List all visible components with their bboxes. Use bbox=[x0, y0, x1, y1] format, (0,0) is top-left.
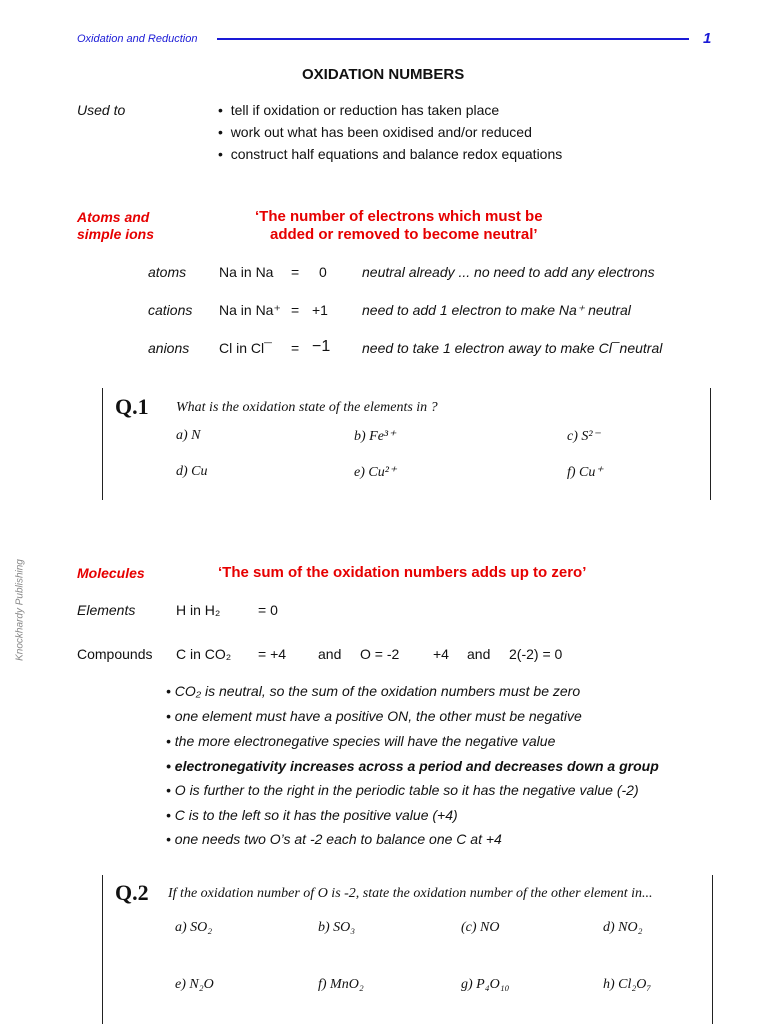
q2-left-border bbox=[102, 875, 103, 1024]
compounds-sum-carbon: +4 bbox=[433, 646, 449, 662]
used-to-item: • work out what has been oxidised and/or reduced bbox=[218, 124, 532, 140]
molecules-label: Molecules bbox=[77, 565, 145, 581]
molecules-rule: ‘The sum of the oxidation numbers adds up to zero’ bbox=[218, 564, 587, 581]
molecules-bullet: • one needs two O’s at -2 each to balance one C at +4 bbox=[166, 831, 502, 847]
q2-option: a) SO₂ bbox=[175, 920, 213, 935]
elements-label: Elements bbox=[77, 602, 136, 618]
q1-label: Q.1 bbox=[115, 394, 149, 419]
atoms-label-line1: Atoms and bbox=[77, 209, 150, 225]
elements-lhs: H in H₂ bbox=[176, 602, 221, 618]
used-to-item: • construct half equations and balance redox equations bbox=[218, 146, 563, 162]
row-kind: atoms bbox=[148, 264, 187, 280]
row-value: −1 bbox=[312, 338, 331, 355]
atoms-label-line2: simple ions bbox=[77, 226, 155, 242]
row-lhs: Cl in Cl¯ bbox=[219, 340, 272, 356]
row-kind: cations bbox=[148, 302, 193, 318]
row-value: +1 bbox=[312, 302, 328, 318]
page-title: OXIDATION NUMBERS bbox=[302, 66, 465, 83]
header-section-title: Oxidation and Reduction bbox=[77, 33, 198, 45]
q2-option: b) SO₃ bbox=[318, 920, 356, 935]
molecules-bullet: • one element must have a positive ON, the other must be negative bbox=[166, 708, 582, 724]
row-kind: anions bbox=[148, 340, 190, 356]
compounds-label: Compounds bbox=[77, 646, 153, 662]
q1-option: a) N bbox=[176, 428, 201, 443]
molecules-bullet: • O is further to the right in the periodic table so it has the negative value (-2) bbox=[166, 782, 639, 798]
row-eq: = bbox=[291, 340, 300, 356]
q1-option: f) Cu⁺ bbox=[567, 465, 603, 480]
q2-option: f) MnO₂ bbox=[318, 977, 364, 992]
compounds-value: = +4 bbox=[258, 646, 287, 662]
q1-left-border bbox=[102, 388, 103, 500]
compounds-and: and bbox=[467, 646, 491, 662]
q1-option: c) S²⁻ bbox=[567, 429, 600, 444]
atoms-rule-line2: added or removed to become neutral’ bbox=[270, 226, 538, 243]
molecules-bullet: • CO₂ is neutral, so the sum of the oxidation numbers must be zero bbox=[166, 683, 581, 699]
q1-option: e) Cu²⁺ bbox=[354, 465, 397, 480]
molecules-bullet: • electronegativity increases across a period and decreases down a group bbox=[166, 758, 659, 774]
page-number: 1 bbox=[703, 30, 712, 47]
row-eq: = bbox=[291, 264, 300, 280]
atoms-rule-line1: ‘The number of electrons which must be bbox=[255, 208, 543, 225]
row-note: neutral already ... no need to add any electrons bbox=[362, 264, 655, 280]
row-lhs: Na in Na⁺ bbox=[219, 302, 281, 318]
q2-right-border bbox=[712, 875, 713, 1024]
q2-option: e) N₂O bbox=[175, 977, 214, 992]
molecules-bullet: • C is to the left so it has the positive value (+4) bbox=[166, 807, 458, 823]
q2-label: Q.2 bbox=[115, 880, 149, 905]
compounds-and: and bbox=[318, 646, 342, 662]
q2-option: (c) NO bbox=[461, 920, 500, 935]
q1-option: d) Cu bbox=[176, 464, 208, 479]
q1-question: What is the oxidation state of the elements in ? bbox=[176, 400, 438, 415]
side-publisher-text: Knockhardy Publishing bbox=[14, 559, 26, 661]
molecules-bullet: • the more electronegative species will have the negative value bbox=[166, 733, 556, 749]
q1-option: b) Fe³⁺ bbox=[354, 429, 396, 444]
row-eq: = bbox=[291, 302, 300, 318]
q1-right-border bbox=[710, 388, 711, 500]
compounds-oxygen-value: O = -2 bbox=[360, 646, 400, 662]
used-to-label: Used to bbox=[77, 102, 126, 118]
row-note: need to add 1 electron to make Na⁺ neutral bbox=[362, 302, 631, 318]
row-note: need to take 1 electron away to make Cl¯neutral bbox=[362, 340, 663, 356]
compounds-lhs: C in CO₂ bbox=[176, 646, 232, 662]
row-value: 0 bbox=[319, 264, 327, 280]
q2-option: h) Cl₂O₇ bbox=[603, 977, 652, 992]
q2-option: d) NO₂ bbox=[603, 920, 643, 935]
compounds-sum-oxygen: 2(-2) = 0 bbox=[509, 646, 563, 662]
q2-option: g) P₄O₁₀ bbox=[461, 977, 510, 992]
used-to-item: • tell if oxidation or reduction has taken place bbox=[218, 102, 500, 118]
elements-rhs: = 0 bbox=[258, 602, 278, 618]
header-rule bbox=[217, 38, 689, 40]
q2-question: If the oxidation number of O is -2, state the oxidation number of the other element in... bbox=[168, 886, 653, 901]
row-lhs: Na in Na bbox=[219, 264, 274, 280]
